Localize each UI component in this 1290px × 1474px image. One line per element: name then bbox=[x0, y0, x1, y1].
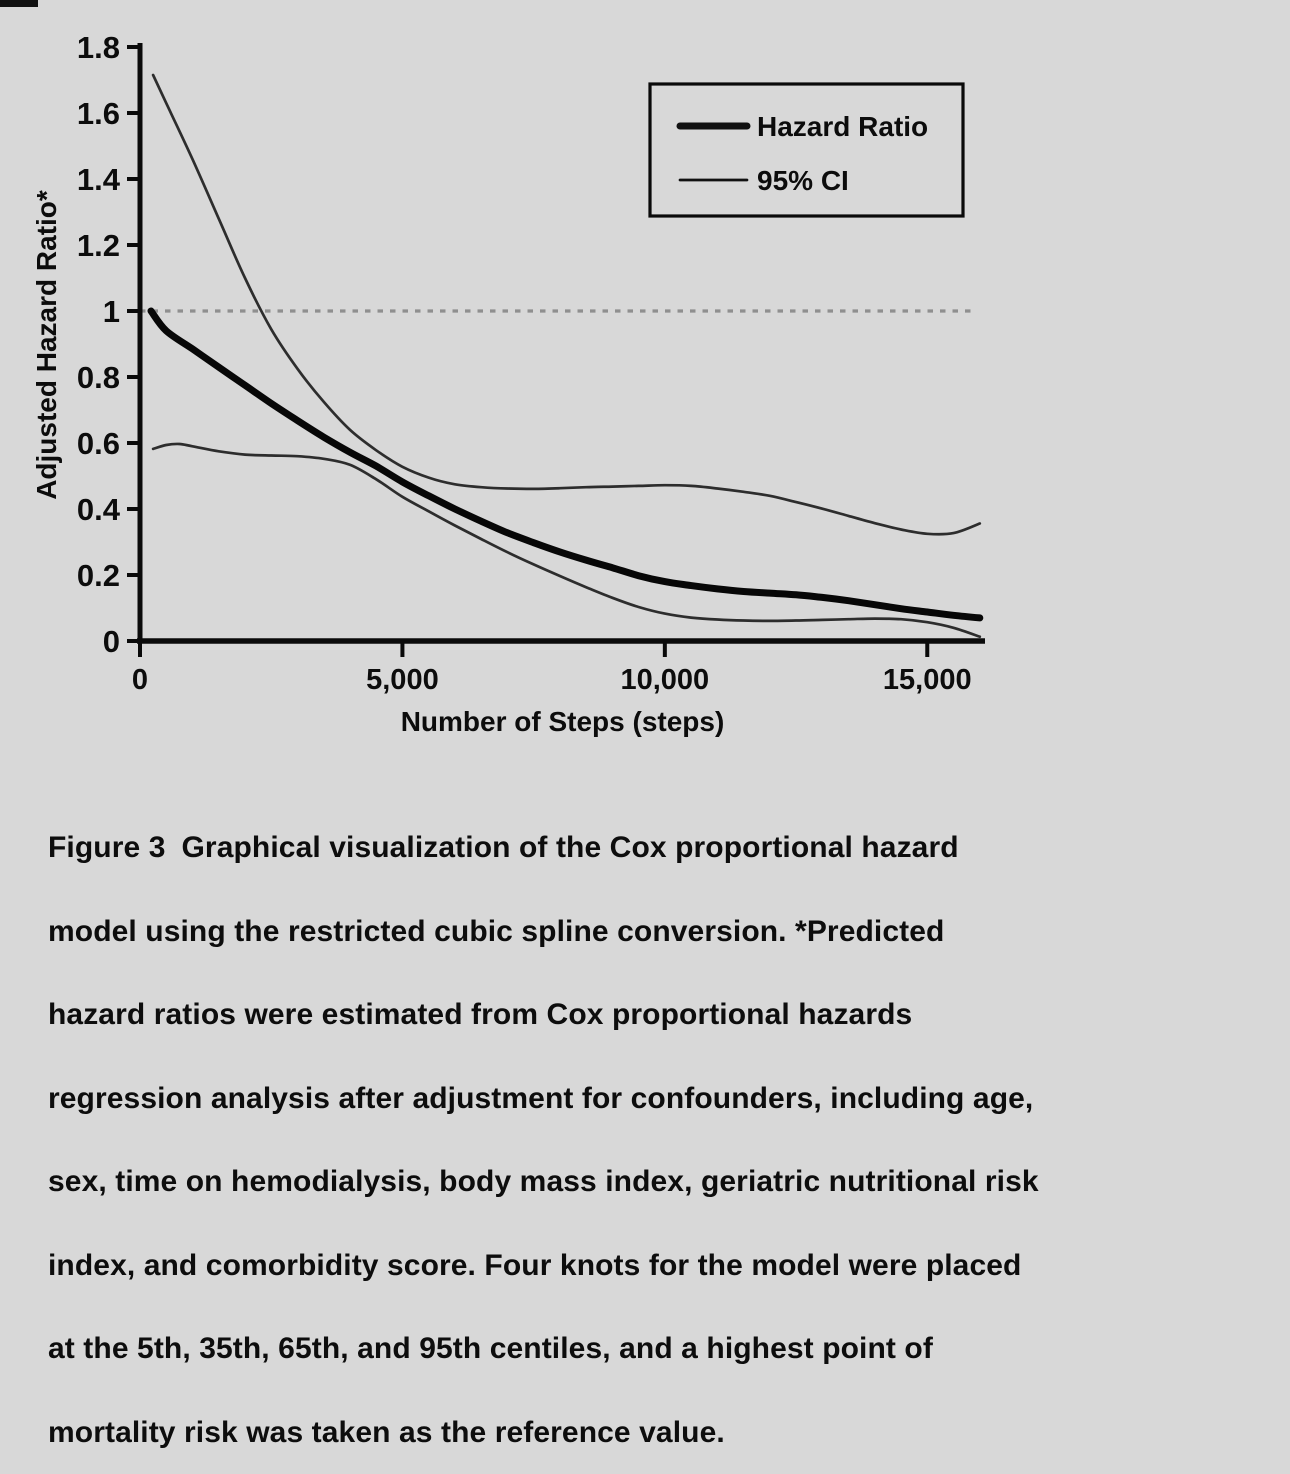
y-tick-label: 0.4 bbox=[76, 492, 120, 527]
y-tick-label: 1 bbox=[102, 294, 120, 329]
caption-line-7: at the 5th, 35th, 65th, and 95th centiles, and a highest point of bbox=[48, 1332, 933, 1365]
figure-number-label: Figure 3 bbox=[48, 831, 166, 864]
series-ci-lower bbox=[153, 444, 980, 637]
legend-box bbox=[650, 84, 963, 216]
legend-label: Hazard Ratio bbox=[757, 111, 929, 142]
caption-line-4: regression analysis after adjustment for confounders, including age, bbox=[48, 1081, 1034, 1115]
figure-caption bbox=[48, 806, 1258, 1474]
caption-line-8: mortality risk was taken as the reference value. bbox=[48, 1415, 725, 1449]
y-tick-label: 0.6 bbox=[76, 426, 120, 461]
y-tick-label: 1.2 bbox=[76, 228, 120, 263]
y-axis-title: Adjusted Hazard Ratio* bbox=[31, 190, 62, 500]
caption-line-5: sex, time on hemodialysis, body mass index, geriatric nutritional risk bbox=[48, 1165, 1039, 1198]
caption-line-2: model using the restricted cubic spline conversion. *Predicted bbox=[48, 914, 945, 948]
caption-text: Graphical visualization of the Cox proportional hazard bbox=[181, 831, 959, 864]
y-tick-label: 1.8 bbox=[76, 30, 120, 65]
series-estimate bbox=[151, 311, 980, 618]
caption-line-3: hazard ratios were estimated from Cox proportional hazards bbox=[48, 998, 913, 1031]
x-axis-title: Number of Steps (steps) bbox=[400, 706, 725, 737]
x-tick-label: 0 bbox=[131, 664, 149, 696]
y-tick-label: 1.6 bbox=[76, 96, 120, 131]
caption-line-6: index, and comorbidity score. Four knots for the model were placed bbox=[48, 1248, 1022, 1282]
x-tick-label: 15,000 bbox=[882, 664, 972, 696]
y-tick-label: 0.8 bbox=[76, 360, 120, 395]
caption-line-1 bbox=[48, 806, 1258, 890]
y-tick-label: 1.4 bbox=[76, 162, 120, 197]
x-tick-label: 5,000 bbox=[366, 664, 439, 696]
y-tick-label: 0.2 bbox=[76, 558, 120, 593]
legend-label: 95% CI bbox=[757, 165, 849, 196]
x-tick-label: 10,000 bbox=[620, 664, 710, 696]
y-tick-label: 0 bbox=[102, 624, 120, 659]
